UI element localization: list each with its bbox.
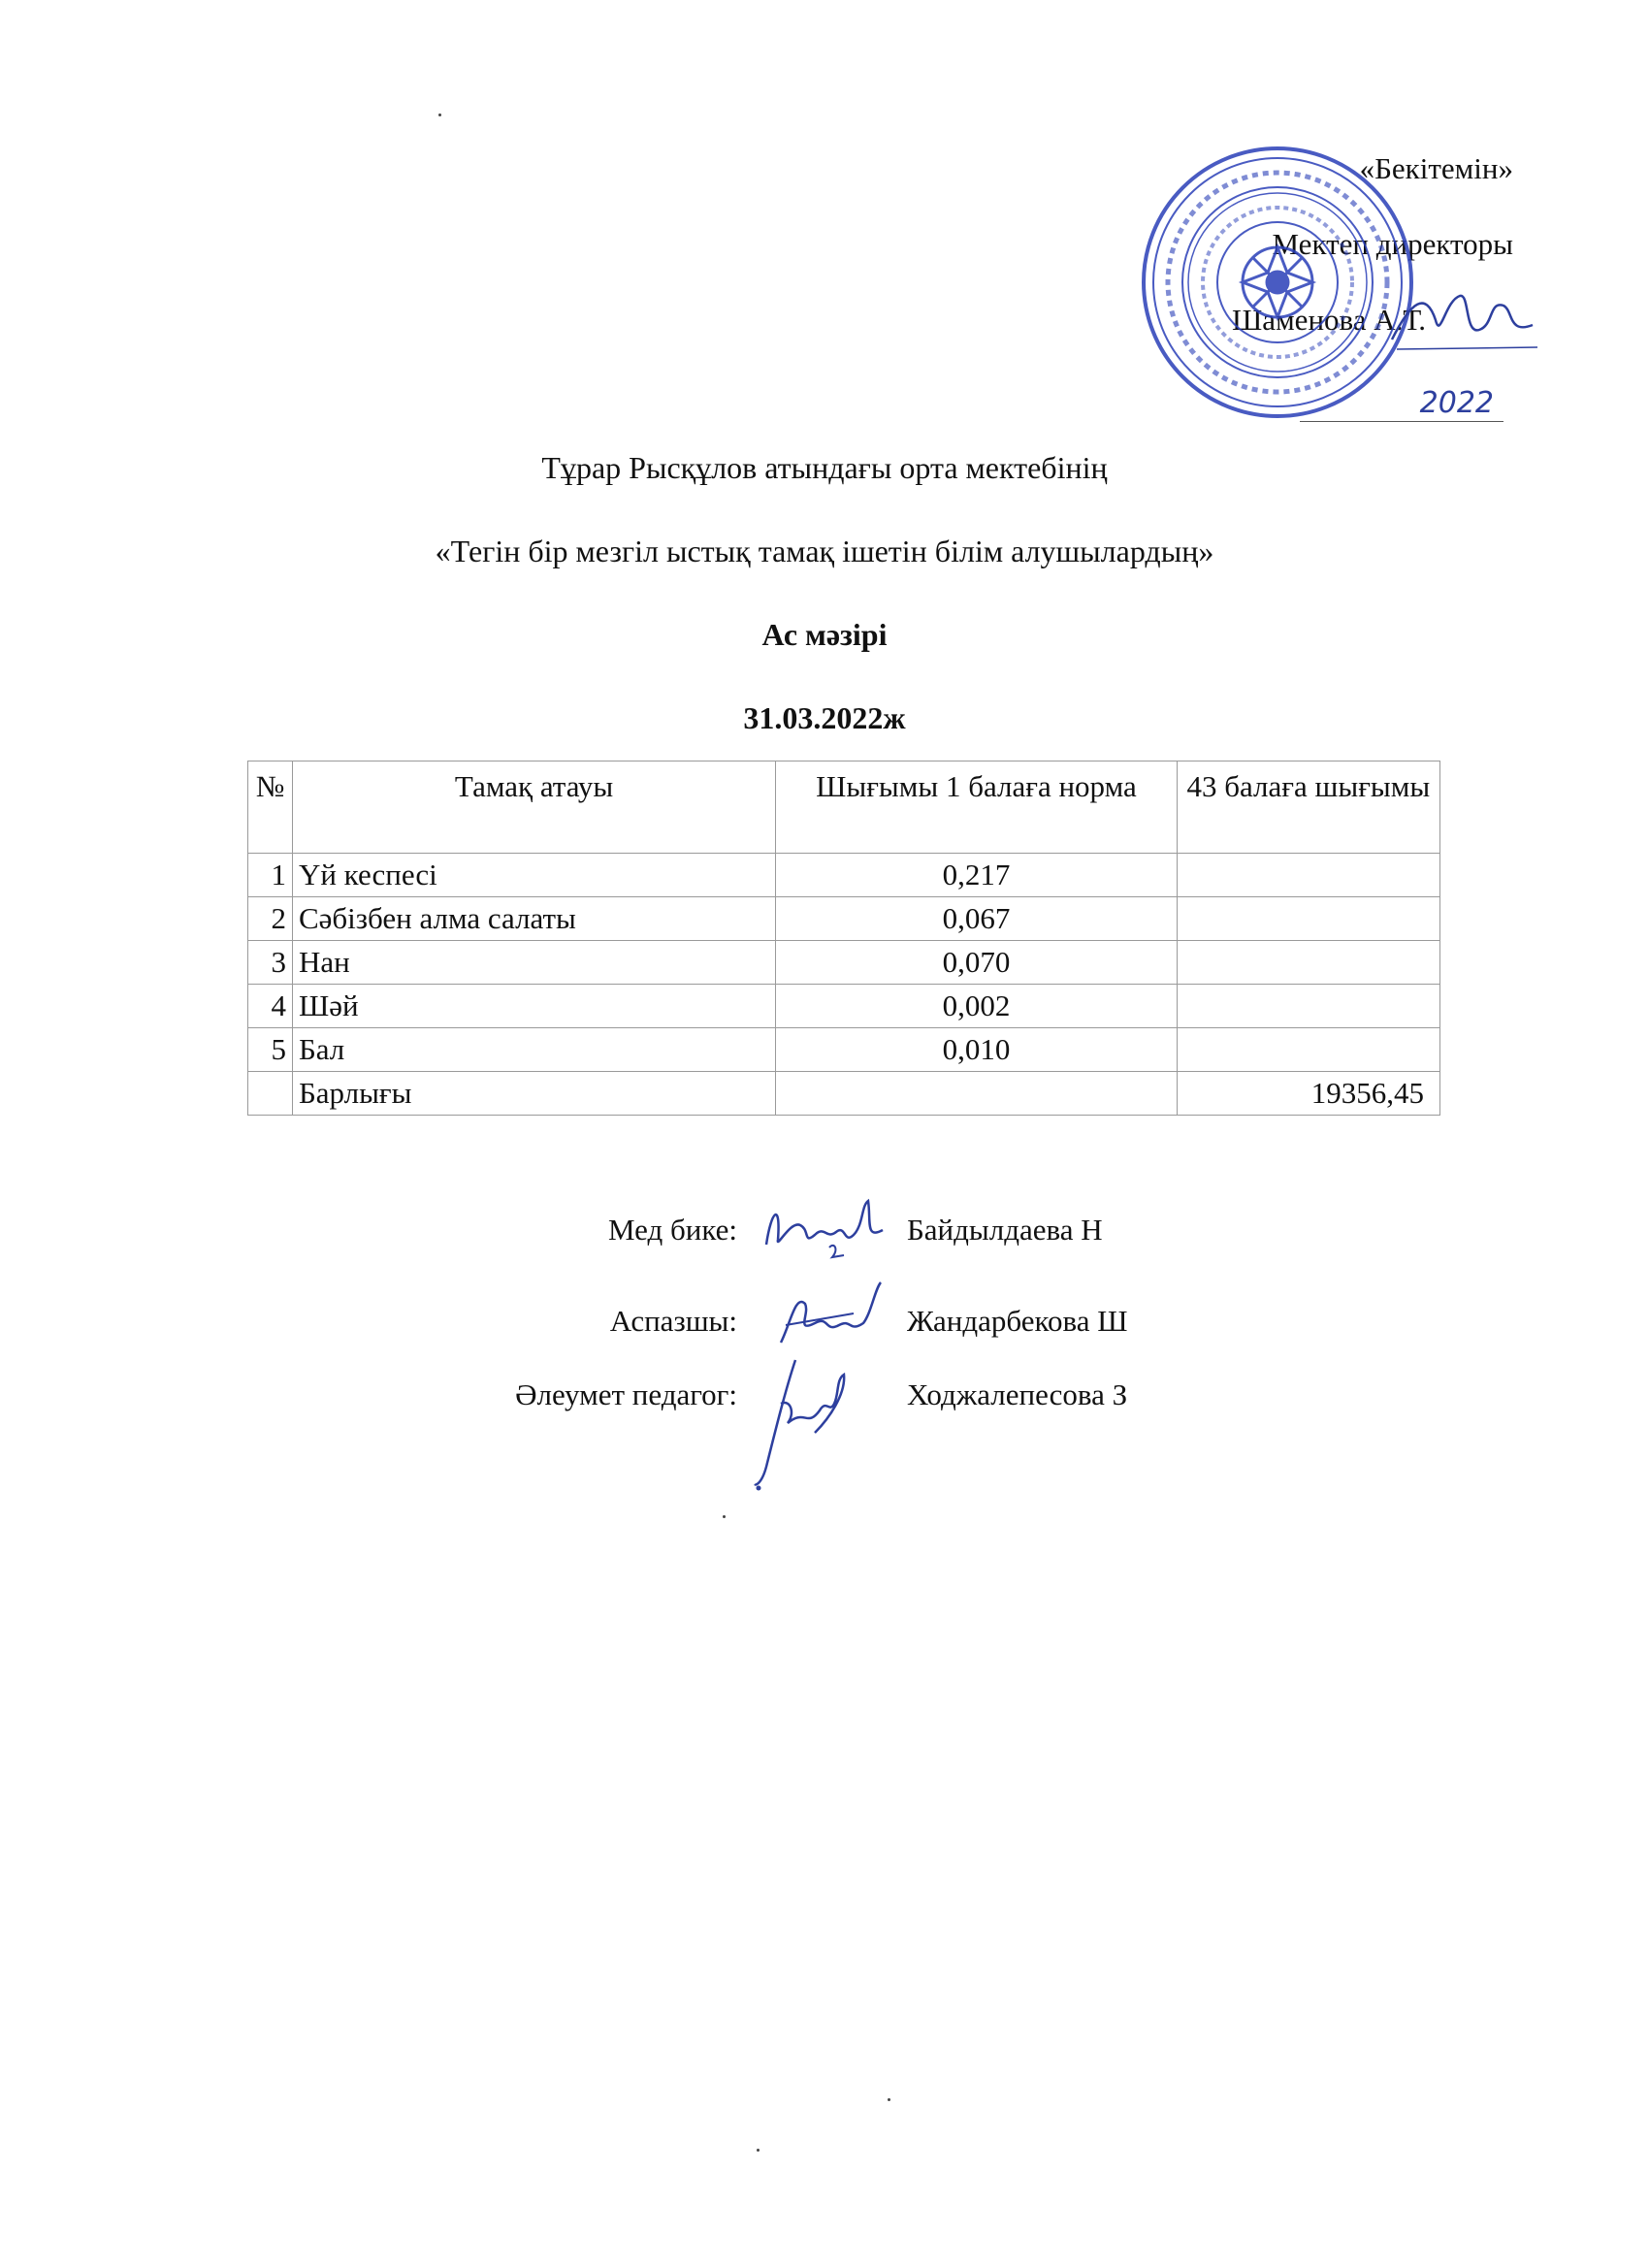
menu-subtitle: «Тегін бір мезгіл ыстық тамақ ішетін білім алушылардың» — [435, 534, 1214, 568]
row-number: 5 — [248, 1028, 293, 1072]
menu-table — [247, 761, 1440, 1116]
dish-norm: 0,002 — [776, 985, 1177, 1028]
approval-date: 2022 — [1419, 386, 1494, 420]
dish-total — [1177, 897, 1439, 941]
dish-name: Сәбізбен алма салаты — [292, 897, 775, 941]
document-titles — [0, 448, 1649, 782]
signature-label: Аспазшы: — [609, 1304, 737, 1338]
column-header-norm: Шығымы 1 балаға норма — [776, 761, 1177, 854]
summary-total: 19356,45 — [1177, 1072, 1439, 1116]
table-row — [248, 941, 1440, 985]
dish-norm: 0,217 — [776, 854, 1177, 897]
approval-line-position: Мектеп директоры — [1272, 227, 1513, 261]
approval-line-director-name: Шаменова А.Т. — [1232, 303, 1426, 337]
signature-label: Мед бике: — [607, 1213, 737, 1247]
column-header-dish: Тамақ атауы — [292, 761, 775, 854]
dish-norm: 0,070 — [776, 941, 1177, 985]
dish-total — [1177, 854, 1439, 897]
dish-norm: 0,067 — [776, 897, 1177, 941]
dish-name: Нан — [292, 941, 775, 985]
table-row — [248, 1028, 1440, 1072]
summary-number — [248, 1072, 293, 1116]
row-number: 3 — [248, 941, 293, 985]
column-header-total: 43 балаға шығымы — [1177, 761, 1439, 854]
row-number: 1 — [248, 854, 293, 897]
table-row — [248, 854, 1440, 897]
nurse-signature-icon — [757, 1191, 902, 1269]
scan-speck — [438, 113, 441, 116]
dish-name: Шәй — [292, 985, 775, 1028]
table-row — [248, 897, 1440, 941]
signature-name: Ходжалепесова З — [907, 1377, 1128, 1411]
menu-date: 31.03.2022ж — [743, 700, 906, 735]
social-pedagogue-signature-icon — [737, 1350, 873, 1496]
approval-block — [1145, 146, 1513, 437]
menu-title: Ас мәзірі — [761, 617, 888, 652]
signature-label: Әлеумет педагог: — [515, 1377, 737, 1411]
signature-name: Байдылдаева Н — [907, 1213, 1103, 1247]
table-summary-row — [248, 1072, 1440, 1116]
dish-name: Үй кеспесі — [292, 854, 775, 897]
dish-name: Бал — [292, 1028, 775, 1072]
director-signature-icon — [1387, 281, 1542, 359]
summary-label: Барлығы — [292, 1072, 775, 1116]
table-header-row — [248, 761, 1440, 854]
round-blue-seal-icon — [1137, 142, 1418, 423]
signatures-block — [0, 1213, 1649, 1504]
summary-norm — [776, 1072, 1177, 1116]
cook-signature-icon — [766, 1275, 892, 1362]
scan-speck — [757, 2149, 760, 2152]
column-header-number: № — [248, 761, 293, 854]
scan-speck — [723, 1515, 726, 1518]
signature-name: Жандарбекова Ш — [907, 1304, 1128, 1338]
dish-total — [1177, 941, 1439, 985]
table-row — [248, 985, 1440, 1028]
school-name: Тұрар Рысқұлов атындағы орта мектебінің — [541, 450, 1108, 485]
dish-norm: 0,010 — [776, 1028, 1177, 1072]
dish-total — [1177, 1028, 1439, 1072]
approval-line-approve: «Бекітемін» — [1359, 151, 1513, 185]
row-number: 4 — [248, 985, 293, 1028]
row-number: 2 — [248, 897, 293, 941]
scan-speck — [888, 2098, 890, 2101]
dish-total — [1177, 985, 1439, 1028]
